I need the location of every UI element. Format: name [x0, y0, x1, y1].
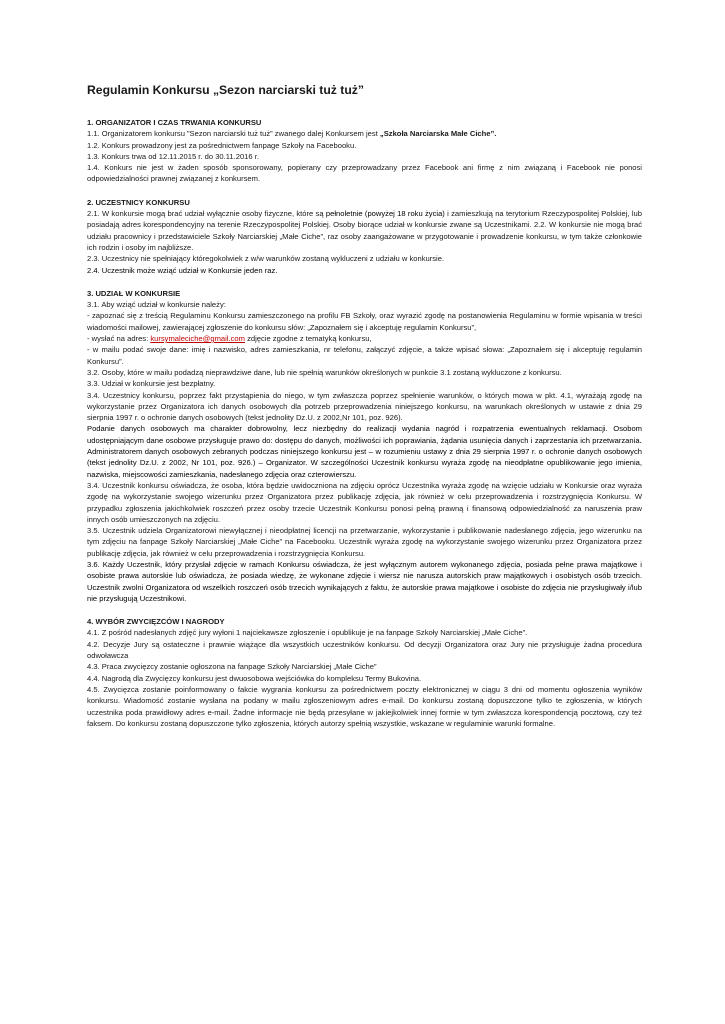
text: 1.1. Organizatorem konkursu ”Sezon narciarski tuż tuż” zwanego dalej Konkursem jest	[87, 129, 380, 139]
section-heading: 3. UDZIAŁ W KONKURSIE	[87, 288, 181, 298]
paragraph-3-4-consent-photo: 3.4. Uczestnik konkursu oświadcza, że osoba, która będzie uwidoczniona na zdjęciu oprócz Uczestnika wyraża zgodę na wzięcie udziału w Konkursie oraz wyraża zgodę na wykorzystanie swojego wizerunku przez Organizatora przez publikację zdjęcia, jak również w celu przeprowadzenia i rozstrzygnięcia Konkursu. W przypadku zgłoszenia jakichkolwiek roszczeń przez osoby trzecie Uczestnik Konkursu ponosi pełną prawną i finansową odpowiedzialność za naruszenia praw innych osób umieszczonych na zdjęciu.	[87, 480, 642, 524]
paragraph-3-1: 3.1. Aby wziąć udział w konkursie należy:	[87, 300, 226, 310]
text: Administratorem danych osobowych zebranych podczas niniejszego konkursu jest – w rozumieniu ustawy z dnia 29 sierpnia 1997 r. o ochronie danych osobowych (tekst jednolity Dz.U. z 2002, Nr 101, poz. 926.) – Organizator. W szczególności Uczestnik konkursu wyraża zgodę	[87, 447, 642, 468]
contact-email-link[interactable]: kursymaleciche@gmail.com	[150, 334, 245, 344]
paragraph-4-4: 4.4. Nagrodą dla Zwycięzcy konkursu jest dwuosobowa wejściówka do kompleksu Termy Bukovina.	[87, 673, 422, 683]
adult-requirement: pełnoletnie (powyżej 18 roku życia)	[325, 209, 445, 219]
text: zdjęcie zgodne z tematyką konkursu,	[244, 334, 372, 344]
section-participants	[87, 197, 642, 276]
section-winners	[87, 616, 642, 729]
paragraph-3-4-data-rights	[87, 423, 642, 479]
paragraph-2-1	[87, 208, 642, 253]
bullet-accept-rules: - zapoznać się z treścią Regulaminu Konkursu zamieszczonego na profilu FB Szkoły, oraz wyrazić zgodę na postanowienia Regulaminu w formie wpisania w treści wiadomości mailowej, zawierającej zgłoszenie do konkursu słów: „Zapoznałem się i akceptuję regulamin Konkursu”,	[87, 311, 642, 332]
section-organizer	[87, 117, 642, 185]
paragraph-3-4-consent: 3.4. Uczestnicy konkursu, poprzez fakt przystąpienia do niego, w tym zwłaszcza poprzez spełnienie warunków, o których mowa w pkt. 4.1, wyrażają zgodę na wykorzystanie przez Organizatora ich danych osobowych dla potrzeb przeprowadzenia niniejszego konkursu, na warunkach określonych w ustawie z dnia 29 sierpnia 1997 r. o ochronie danych osobowych (tekst jednolity Dz.U. z 2002,Nr 101, poz. 926).	[87, 390, 642, 423]
bullet-provide-data: - w mailu podać swoje dane: imię i nazwisko, adres zamieszkania, nr telefonu, załączyć zdjęcie, a także wpisać słowa: „Zapoznałem się i akceptuję regulamin Konkursu”.	[87, 345, 642, 366]
paragraph-2-3: 2.3. Uczestnicy nie spełniający któregokolwiek z w/w warunków zostaną wykluczeni z udziału w konkursie.	[87, 254, 445, 264]
section-heading: 2. UCZESTNICY KONKURSU	[87, 197, 190, 207]
section-heading: 1. ORGANIZATOR I CZAS TRWANIA KONKURSU	[87, 118, 262, 127]
organizer-name: „Szkoła Narciarska Małe Ciche”.	[379, 129, 497, 139]
paragraph-3-6: 3.6. Każdy Uczestnik, który przysłał zdjęcie w ramach Konkursu oświadcza, że jest wyłącznym autorem wykonanego zdjęcia, posiada pełne prawa majątkowe i osobiste prawa autorskie lub oświadcza, że posiada wiedzę, że wykonane zdjęcie i wiersz nie narusza autorskich praw majątkowych i osobistych osób trzecich. Uczestnik zwolni Organizatora od wszelkich roszczeń osób trzecich wynikających z faktu, że autorskie prawa majątkowe i osobiste do zdjęcia nie przysługiwały i/lub nie przysługują Uczestnikowi.	[87, 559, 642, 603]
text: opublikowanie jego imienia, nazwiska, miejscowości zamieszkania, nadesłanego zdjęcia oraz czterowierszu.	[87, 458, 643, 479]
paragraph-4-1: 4.1. Z pośród nadesłanych zdjęć jury wyłoni 1 najciekawsze zgłoszenie i opublikuje je na fanpage Szkoły Narciarskiej „Małe Ciche”.	[87, 628, 528, 638]
paragraph-3-5: 3.5. Uczestnik udziela Organizatorowi niewyłącznej i nieodpłatnej licencji na przetwarzanie, wykorzystanie i publikowanie nadesłanego zdjęcia, jego wizerunku na tym zdjęciu na fanpage Szkoły Narciarskiej „Małe Ciche” na Facebooku. Uczestnik wyraża zgodę na wykorzystanie swojego wizerunku przez Organizatora przez publikację zdjęcia, jak również w celu przeprowadzenia i rozstrzygnięcia Konkursu.	[87, 526, 642, 558]
paragraph-4-2: 4.2. Decyzje Jury są ostateczne i prawnie wiążące dla wszystkich uczestników konkursu. Od decyzji Organizatora oraz Jury nie przysługuje żadna procedura odwoławcza	[87, 639, 642, 661]
paragraph-4-3: 4.3. Praca zwycięzcy zostanie ogłoszona na fanpage Szkoły Narciarskiej „Małe Ciche”	[87, 662, 377, 672]
text: .	[639, 434, 642, 445]
paragraph-2-4: 2.4. Uczestnik może wziąć udział w Konkursie jeden raz.	[87, 265, 278, 275]
paragraph-3-3: 3.3. Udział w konkursie jest bezpłatny.	[87, 379, 216, 389]
paragraph-1-3: 1.3. Konkurs trwa od 12.11.2015 r. do 30.11.2016 r.	[87, 151, 259, 161]
paragraph-3-2: 3.2. Osoby, które w mailu podadzą nieprawdziwe dane, lub nie spełnią warunków określonych w punkcie 3.1 zostaną wykluczone z konkursu.	[87, 367, 562, 377]
section-participation	[87, 288, 642, 604]
paragraph-1-1	[87, 128, 642, 139]
text: 2.1. W konkursie mogą brać udział wyłącznie osoby fizyczne, które są	[87, 209, 326, 219]
section-heading: 4. WYBÓR ZWYCIĘZCÓW I NAGRODY	[87, 617, 225, 627]
text: na nieodpłatne	[492, 458, 544, 468]
paragraph-1-2: 1.2. Konkurs prowadzony jest za pośrednictwem fanpage Szkoły na Facebooku.	[87, 140, 357, 150]
text: - wysłać na adres:	[87, 334, 151, 344]
text: Podanie danych osobowych ma charakter dobrowolny, lecz niezbędny do realizacji wydania nagród i rozpatrzenia ewentualnych reklamacji. Osobom udostępniającym dane osobowe przysługuje prawo do: dostępu do danych, możliwości ich poprawiania, żądania usunięcia danych i zaprzestania ich przetwarzania	[87, 424, 642, 445]
paragraph-4-5: 4.5. Zwycięzca zostanie poinformowany o fakcie wygrania konkursu za pośrednictwem poczty elektronicznej w ciągu 3 dni od momentu ogłoszenia wyników konkursu. Wiadomość zostanie wysłana na podany w mailu zgłoszeniowym adres e-mail. Do konkursu zostaną dopuszczone tylko te zgłoszenia, w których uczestnika poda prawidłowy adres e-mail. Żadne informacje nie będą przesyłane w jakiejkolwiek innej formie w tym zwłaszcza korespondencją pocztową, czy też faksem. Do konkursu zostaną dopuszczone tylko zgłoszenia, których autorzy spełnią wszystkie, wskazane w regulaminie warunki formalne.	[87, 684, 642, 728]
text: i zamieszkują na terytorium Rzeczypospolitej Polskiej, lub posiadają adres korespondencyjny na terenie Rzeczypospolitej Polskiej. Osoby biorące udział w konkursie zwane są Uczestnikami. 2.2. W konkursie nie mogą brać udziału pracownicy i przedstawiciele Szkoły Narciarskiej „Małe Ciche”, raz osoby zaangażowane w przygotowanie i prowadzenie konkursu, w tym także członkowie ich rodzin i osoby im najbliższe.	[87, 209, 642, 252]
bullet-send-photo	[87, 333, 642, 344]
paragraph-1-4: 1.4. Konkurs nie jest w żaden sposób sponsorowany, popierany czy przeprowadzany przez Facebook ani firmę z nim związaną i Facebook nie ponosi odpowiedzialności prawnej związanej z konkursem.	[87, 163, 642, 184]
document-title: Regulamin Konkursu „Sezon narciarski tuż tuż”	[87, 83, 364, 97]
